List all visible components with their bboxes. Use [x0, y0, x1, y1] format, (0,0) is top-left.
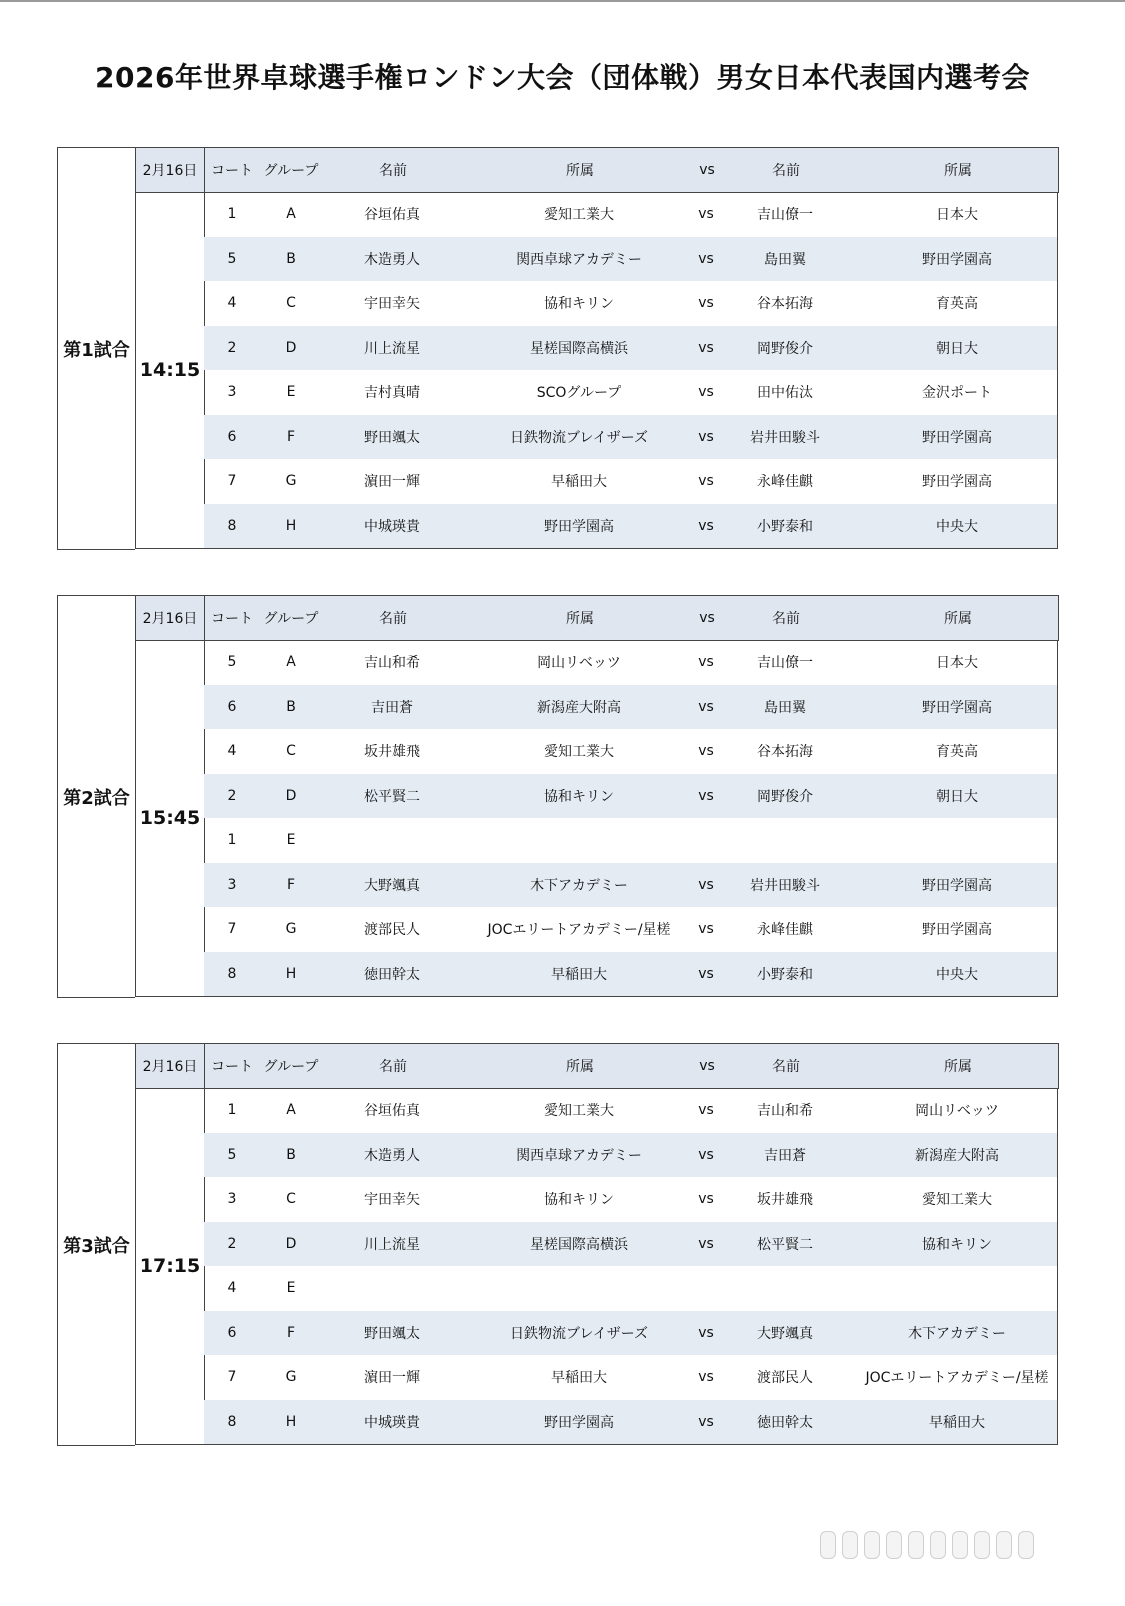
cell-name2: 岡野俊介 [757, 788, 813, 805]
cell-name1 [322, 1266, 462, 1311]
header-name1: 名前 [379, 1059, 407, 1075]
cell-vs: vs [698, 1324, 714, 1341]
top-rule [0, 0, 1125, 2]
cell-group: G [285, 921, 297, 938]
cell-court: 2 [227, 1235, 237, 1252]
cell-team2: 野田学園高 [922, 699, 992, 716]
cell-group: B [286, 250, 296, 267]
cell-court: 3 [227, 1191, 237, 1208]
cell-group: A [286, 654, 296, 671]
cell-court: 7 [227, 1369, 237, 1386]
session-label: 第2試合 [57, 595, 135, 998]
table-row [204, 1400, 1057, 1445]
header-team2: 所属 [944, 163, 972, 179]
cell-team2: 野田学園高 [922, 429, 992, 446]
table-row [204, 818, 1057, 863]
table-row [204, 952, 1057, 997]
cell-vs [686, 818, 726, 863]
header-team1: 所属 [566, 163, 594, 179]
cell-court: 4 [227, 743, 237, 760]
cell-group: F [286, 876, 296, 893]
watermark-mark-icon [842, 1531, 858, 1559]
cell-name1: 吉村真晴 [364, 385, 420, 402]
header-court: コート [211, 163, 253, 179]
cell-team1: 星槎国際高横浜 [530, 340, 628, 357]
cell-name2: 小野泰和 [757, 966, 813, 983]
cell-team2: 野田学園高 [922, 251, 992, 268]
cell-team1: 協和キリン [544, 788, 614, 805]
watermark [820, 1530, 1060, 1560]
cell-vs: vs [698, 295, 714, 312]
header-date: 2月16日 [142, 611, 198, 627]
watermark-mark-icon [952, 1531, 968, 1559]
header-divider [204, 148, 205, 192]
cell-team1: 愛知工業大 [544, 1103, 614, 1120]
cell-team2: 朝日大 [936, 788, 978, 805]
page-title: 2026年世界卓球選手権ロンドン大会（団体戦）男女日本代表国内選考会 [95, 61, 1030, 94]
cell-group: D [285, 1235, 297, 1252]
table-row [204, 1088, 1057, 1133]
table-row [204, 1355, 1057, 1400]
cell-name2: 吉田蒼 [764, 1147, 806, 1164]
cell-team2: 岡山リベッツ [915, 1103, 999, 1120]
cell-team2: 育英高 [936, 744, 978, 761]
cell-vs: vs [698, 921, 714, 938]
cell-name1: 川上流星 [364, 340, 420, 357]
cell-group: A [286, 206, 296, 223]
table-header [135, 1043, 1059, 1089]
header-name1: 名前 [379, 163, 407, 179]
cell-name2: 吉山僚一 [757, 207, 813, 224]
cell-name2: 渡部民人 [757, 1370, 813, 1387]
cell-name1: 宇田幸矢 [364, 296, 420, 313]
cell-name1: 野田颯太 [364, 429, 420, 446]
header-divider [204, 596, 205, 640]
cell-name1: 渡部民人 [364, 922, 420, 939]
cell-name1: 中城瑛貴 [364, 518, 420, 535]
cell-name2: 大野颯真 [757, 1325, 813, 1342]
cell-team1: 協和キリン [544, 296, 614, 313]
cell-team2: 朝日大 [936, 340, 978, 357]
header-team1: 所属 [566, 1059, 594, 1075]
cell-team2: 野田学園高 [922, 922, 992, 939]
header-vs: vs [699, 162, 715, 178]
cell-name2: 永峰佳麒 [757, 474, 813, 491]
cell-group: D [285, 787, 297, 804]
cell-team1 [469, 818, 689, 863]
cell-team2: 日本大 [936, 207, 978, 224]
cell-vs: vs [698, 339, 714, 356]
cell-court: 6 [227, 698, 237, 715]
cell-name2 [725, 1266, 845, 1311]
match-rows [204, 192, 1058, 549]
cell-court: 8 [227, 517, 237, 534]
header-name2: 名前 [772, 1059, 800, 1075]
cell-court: 7 [227, 921, 237, 938]
cell-team2 [852, 1266, 1062, 1311]
cell-court: 7 [227, 473, 237, 490]
cell-court: 8 [227, 965, 237, 982]
cell-vs: vs [698, 1102, 714, 1119]
table-row [204, 729, 1057, 774]
cell-team2: 中央大 [936, 518, 978, 535]
cell-team2: 野田学園高 [922, 877, 992, 894]
table-row [204, 640, 1057, 685]
cell-team1: 関西卓球アカデミー [516, 1147, 642, 1164]
header-name1: 名前 [379, 611, 407, 627]
cell-vs: vs [698, 1235, 714, 1252]
header-group: グループ [263, 611, 319, 627]
cell-name1: 吉田蒼 [371, 699, 413, 716]
cell-team2: 育英高 [936, 296, 978, 313]
watermark-mark-icon [820, 1531, 836, 1559]
cell-vs: vs [698, 473, 714, 490]
session-time: 17:15 [135, 1088, 205, 1445]
match-session [57, 595, 1058, 998]
cell-team2: JOCエリートアカデミー/星槎 [865, 1370, 1049, 1387]
watermark-mark-icon [908, 1531, 924, 1559]
header-group: グループ [263, 163, 319, 179]
cell-court: 5 [227, 1146, 237, 1163]
cell-group: H [285, 1413, 297, 1430]
table-header [135, 595, 1059, 641]
cell-court: 5 [227, 250, 237, 267]
table-row [204, 1133, 1057, 1178]
cell-name1: 宇田幸矢 [364, 1192, 420, 1209]
cell-name1: 坂井雄飛 [364, 744, 420, 761]
watermark-mark-icon [996, 1531, 1012, 1559]
cell-vs: vs [698, 517, 714, 534]
table-row [204, 774, 1057, 819]
table-row [204, 1311, 1057, 1356]
header-date: 2月16日 [142, 163, 198, 179]
cell-group: B [286, 698, 296, 715]
header-team2: 所属 [944, 611, 972, 627]
table-row [204, 863, 1057, 908]
cell-court: 6 [227, 428, 237, 445]
cell-team1: 愛知工業大 [544, 744, 614, 761]
cell-team2: 新潟産大附高 [915, 1147, 999, 1164]
cell-name2: 田中佑汰 [757, 385, 813, 402]
cell-team1: 岡山リベッツ [537, 655, 621, 672]
table-row [204, 415, 1057, 460]
cell-team1: JOCエリートアカデミー/星槎 [487, 922, 671, 939]
session-label: 第1試合 [57, 147, 135, 550]
cell-vs: vs [698, 1191, 714, 1208]
cell-name1: 濵田一輝 [364, 474, 420, 491]
cell-name1 [322, 818, 462, 863]
cell-court: 1 [227, 1102, 237, 1119]
cell-vs: vs [698, 1413, 714, 1430]
cell-group: H [285, 517, 297, 534]
header-divider [204, 1044, 205, 1088]
header-court: コート [211, 611, 253, 627]
cell-group: E [286, 384, 296, 401]
cell-name2: 谷本拓海 [757, 744, 813, 761]
cell-court: 2 [227, 787, 237, 804]
cell-team1: 早稲田大 [551, 1370, 607, 1387]
cell-team2: 木下アカデミー [908, 1325, 1006, 1342]
cell-team2: 中央大 [936, 966, 978, 983]
table-row [204, 907, 1057, 952]
cell-group: A [286, 1102, 296, 1119]
cell-name1: 木造勇人 [364, 251, 420, 268]
cell-team1: 協和キリン [544, 1192, 614, 1209]
cell-name1: 川上流星 [364, 1236, 420, 1253]
cell-team2 [852, 818, 1062, 863]
cell-vs: vs [698, 250, 714, 267]
match-session [57, 1043, 1058, 1446]
match-rows [204, 640, 1058, 997]
cell-group: G [285, 1369, 297, 1386]
watermark-mark-icon [974, 1531, 990, 1559]
header-group: グループ [263, 1059, 319, 1075]
cell-vs: vs [698, 1146, 714, 1163]
cell-vs: vs [698, 206, 714, 223]
cell-court: 2 [227, 339, 237, 356]
cell-vs: vs [698, 428, 714, 445]
cell-name2: 岩井田駿斗 [750, 429, 820, 446]
table-row [204, 1177, 1057, 1222]
cell-name1: 木造勇人 [364, 1147, 420, 1164]
cell-name2 [725, 818, 845, 863]
cell-team1: 早稲田大 [551, 474, 607, 491]
cell-group: G [285, 473, 297, 490]
cell-team2: 愛知工業大 [922, 1192, 992, 1209]
table-header [135, 147, 1059, 193]
watermark-mark-icon [1018, 1531, 1034, 1559]
cell-vs: vs [698, 384, 714, 401]
cell-team1 [469, 1266, 689, 1311]
cell-group: B [286, 1146, 296, 1163]
cell-court: 6 [227, 1324, 237, 1341]
session-time: 15:45 [135, 640, 205, 997]
cell-name1: 大野颯真 [364, 877, 420, 894]
cell-team1: 星槎国際高横浜 [530, 1236, 628, 1253]
session-label: 第3試合 [57, 1043, 135, 1446]
cell-name1: 中城瑛貴 [364, 1414, 420, 1431]
cell-name2: 吉山和希 [757, 1103, 813, 1120]
cell-group: C [286, 295, 296, 312]
header-name2: 名前 [772, 163, 800, 179]
table-row [204, 459, 1057, 504]
cell-court: 8 [227, 1413, 237, 1430]
cell-court: 4 [227, 295, 237, 312]
cell-name1: 松平賢二 [364, 788, 420, 805]
cell-group: H [285, 965, 297, 982]
cell-court: 4 [227, 1280, 237, 1297]
cell-vs: vs [698, 743, 714, 760]
cell-group: F [286, 428, 296, 445]
cell-group: E [286, 832, 296, 849]
cell-team1: SCOグループ [536, 385, 622, 402]
cell-team1: 新潟産大附高 [537, 699, 621, 716]
cell-name2: 永峰佳麒 [757, 922, 813, 939]
cell-team2: 日本大 [936, 655, 978, 672]
session-time: 14:15 [135, 192, 205, 549]
table-row [204, 326, 1057, 371]
table-row [204, 237, 1057, 282]
table-row [204, 685, 1057, 730]
cell-court: 3 [227, 876, 237, 893]
table-row [204, 1266, 1057, 1311]
cell-name2: 小野泰和 [757, 518, 813, 535]
header-name2: 名前 [772, 611, 800, 627]
cell-team1: 日鉄物流ブレイザーズ [509, 1325, 649, 1342]
match-rows [204, 1088, 1058, 1445]
cell-vs: vs [698, 787, 714, 804]
cell-group: C [286, 743, 296, 760]
watermark-mark-icon [886, 1531, 902, 1559]
cell-name1: 谷垣佑真 [364, 1103, 420, 1120]
cell-vs: vs [698, 1369, 714, 1386]
cell-vs: vs [698, 698, 714, 715]
cell-vs [686, 1266, 726, 1311]
header-court: コート [211, 1059, 253, 1075]
cell-team1: 日鉄物流ブレイザーズ [509, 429, 649, 446]
cell-name2: 谷本拓海 [757, 296, 813, 313]
cell-name1: 野田颯太 [364, 1325, 420, 1342]
cell-name2: 島田翼 [764, 699, 806, 716]
cell-team2: 協和キリン [922, 1236, 992, 1253]
cell-team1: 野田学園高 [544, 1414, 614, 1431]
cell-name1: 吉山和希 [364, 655, 420, 672]
header-vs: vs [699, 1058, 715, 1074]
table-row [204, 370, 1057, 415]
cell-court: 1 [227, 206, 237, 223]
cell-group: E [286, 1280, 296, 1297]
cell-team2: 早稲田大 [929, 1414, 985, 1431]
cell-team1: 愛知工業大 [544, 207, 614, 224]
cell-court: 5 [227, 654, 237, 671]
cell-name2: 岩井田駿斗 [750, 877, 820, 894]
cell-name2: 島田翼 [764, 251, 806, 268]
cell-name1: 濵田一輝 [364, 1370, 420, 1387]
header-team1: 所属 [566, 611, 594, 627]
cell-team1: 野田学園高 [544, 518, 614, 535]
watermark-mark-icon [864, 1531, 880, 1559]
watermark-mark-icon [930, 1531, 946, 1559]
cell-vs: vs [698, 876, 714, 893]
table-row [204, 504, 1057, 549]
cell-group: D [285, 339, 297, 356]
cell-team2: 金沢ポート [922, 385, 992, 402]
cell-vs: vs [698, 654, 714, 671]
cell-court: 1 [227, 832, 237, 849]
cell-team2: 野田学園高 [922, 474, 992, 491]
header-team2: 所属 [944, 1059, 972, 1075]
cell-team1: 関西卓球アカデミー [516, 251, 642, 268]
match-session [57, 147, 1058, 550]
cell-name2: 徳田幹太 [757, 1414, 813, 1431]
cell-court: 3 [227, 384, 237, 401]
cell-team1: 早稲田大 [551, 966, 607, 983]
cell-name2: 松平賢二 [757, 1236, 813, 1253]
table-row [204, 192, 1057, 237]
cell-name2: 岡野俊介 [757, 340, 813, 357]
cell-group: F [286, 1324, 296, 1341]
header-vs: vs [699, 610, 715, 626]
cell-name1: 谷垣佑真 [364, 207, 420, 224]
table-row [204, 281, 1057, 326]
cell-group: C [286, 1191, 296, 1208]
cell-name2: 坂井雄飛 [757, 1192, 813, 1209]
cell-name1: 徳田幹太 [364, 966, 420, 983]
cell-name2: 吉山僚一 [757, 655, 813, 672]
cell-vs: vs [698, 965, 714, 982]
cell-team1: 木下アカデミー [530, 877, 628, 894]
header-date: 2月16日 [142, 1059, 198, 1075]
table-row [204, 1222, 1057, 1267]
